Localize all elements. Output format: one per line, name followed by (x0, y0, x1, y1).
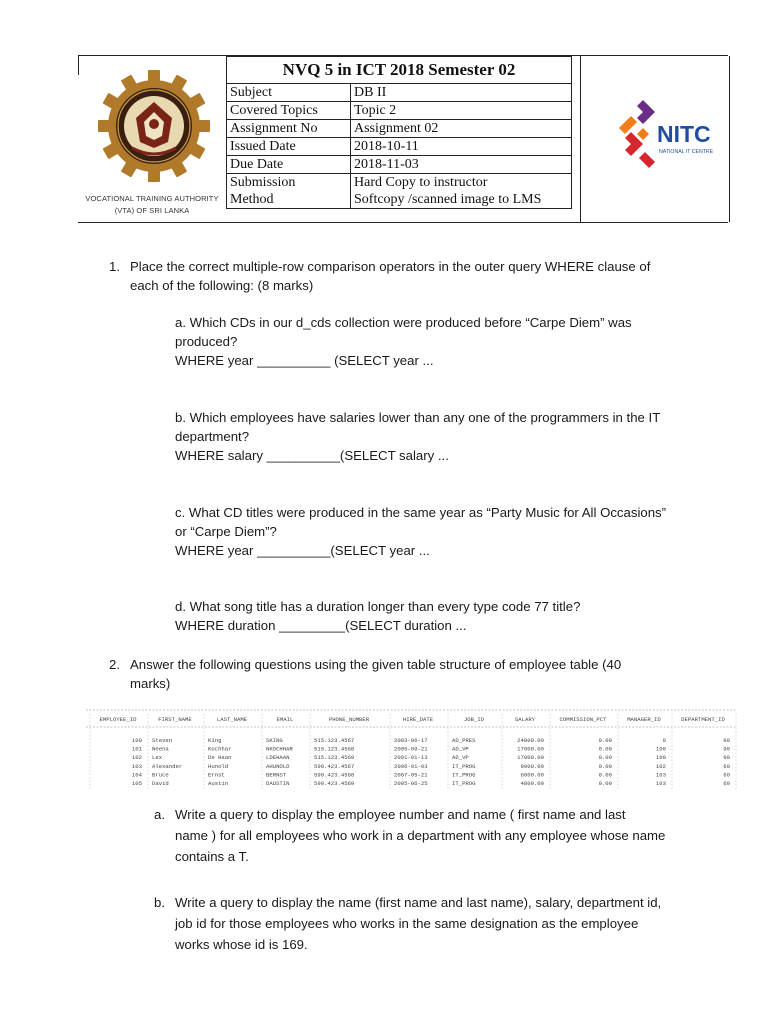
table-cell: 24000.00 (517, 737, 544, 744)
table-cell: 102 (655, 762, 666, 770)
table-cell: BERNST (266, 771, 287, 779)
question-text-line: each of the following: (8 marks) (130, 278, 314, 293)
meta-row (227, 138, 572, 156)
question-1-part-b (175, 408, 660, 465)
table-cell: 101 (131, 745, 142, 753)
table-cell: AHUNOLD (266, 762, 290, 770)
table-cell: 105 (131, 780, 142, 787)
part-text-line: a. Which CDs in our d_cds collection were produced before “Carpe Diem” was (175, 315, 632, 330)
table-cell: 103 (655, 771, 666, 779)
question-2 (109, 655, 622, 693)
table-cell: 17000.00 (517, 754, 544, 762)
table-header-cell: FIRST_NAME (158, 716, 192, 723)
table-header-cell: DEPARTMENT_ID (681, 716, 725, 723)
table-cell: 2003-06-17 (394, 737, 428, 744)
table-cell: 515.123.4567 (314, 737, 355, 744)
table-cell: Kochhar (208, 745, 232, 753)
table-cell: 0.00 (598, 754, 612, 762)
question-2-part-a (154, 804, 666, 867)
table-cell: 103 (131, 762, 142, 770)
question-text-line: Place the correct multiple-row comparison operators in the outer query WHERE clause of (130, 259, 651, 274)
question-1-part-c (175, 503, 666, 560)
table-cell: 4800.00 (520, 780, 544, 787)
table-cell: 100 (655, 745, 666, 753)
vta-logo-block (78, 56, 226, 222)
submission-label-line-2: Method (230, 192, 274, 207)
table-cell: 60 (723, 771, 730, 779)
table-cell: 0.00 (598, 745, 612, 753)
vta-caption-line-2: (VTA) OF SRI LANKA (114, 206, 190, 215)
table-cell: 90 (723, 754, 730, 762)
vta-emblem-icon (78, 56, 226, 196)
table-cell: IT_PROG (452, 762, 476, 770)
table-cell: 90 (723, 737, 730, 744)
table-cell: 9000.00 (520, 762, 544, 770)
table-header-cell: PHONE_NUMBER (328, 716, 370, 723)
table-cell: 0 (662, 737, 666, 744)
question-2-part-b (154, 892, 662, 955)
part-text-line: contains a T. (175, 849, 249, 864)
table-cell: Hunold (208, 762, 229, 770)
table-cell: 0.00 (598, 737, 612, 744)
part-text-line: b. Which employees have salaries lower than any one of the programmers in the IT (175, 410, 661, 425)
table-cell: DAUSTIN (266, 780, 290, 787)
nitc-logo-sub: NATIONAL IT CENTRE (659, 149, 714, 155)
table-cell: 60 (723, 762, 730, 770)
part-where-clause: WHERE year __________(SELECT year ... (175, 543, 430, 558)
meta-label: Due Date (227, 156, 351, 174)
question-1-part-a (175, 313, 632, 370)
table-cell: 590.423.4569 (314, 780, 355, 787)
part-text-line: name ) for all employees who work in a department with any employee whose name (175, 828, 666, 843)
table-cell: 515.123.4569 (314, 754, 355, 762)
question-number: 2. (109, 657, 120, 672)
meta-row (227, 120, 572, 138)
nitc-logo-block (580, 56, 730, 222)
table-cell: 515.123.4568 (314, 745, 355, 753)
meta-value: 2018-11-03 (351, 156, 572, 174)
table-header-cell: HIRE_DATE (402, 716, 434, 723)
table-cell: 2001-01-13 (394, 754, 428, 762)
question-number: 1. (109, 259, 120, 274)
submission-value-line-2: Softcopy /scanned image to LMS (354, 192, 542, 207)
table-cell: 103 (655, 780, 666, 787)
part-number: b. (154, 895, 165, 910)
table-cell: 2005-09-21 (394, 745, 428, 753)
table-cell: Austin (208, 780, 229, 787)
part-text-line: department? (175, 429, 250, 444)
part-text-line: or “Carpe Diem”? (175, 524, 277, 539)
meta-label: Issued Date (227, 138, 351, 156)
table-cell: 100 (131, 737, 142, 744)
table-cell: 100 (655, 754, 666, 762)
table-cell: Neena (152, 745, 169, 753)
meta-row-submission (227, 174, 572, 209)
table-header-cell: MANAGER_ID (627, 716, 661, 723)
table-cell: AD_VP (452, 745, 469, 753)
nitc-logo-icon (581, 56, 729, 222)
employee-table (84, 706, 740, 792)
part-text-line: produced? (175, 334, 238, 349)
table-cell: Ernst (208, 771, 225, 779)
question-1 (109, 257, 651, 295)
nitc-logo-text: NITC (657, 121, 711, 147)
part-where-clause: WHERE duration _________(SELECT duration ... (175, 618, 467, 633)
meta-value-submission (351, 174, 572, 209)
meta-label: Covered Topics (227, 102, 351, 120)
meta-value: Topic 2 (351, 102, 572, 120)
part-text-line: d. What song title has a duration longer than every type code 77 title? (175, 599, 581, 614)
table-cell: SKING (266, 737, 283, 744)
document-title: NVQ 5 in ICT 2018 Semester 02 (227, 57, 572, 84)
part-number: a. (154, 807, 165, 822)
table-header-cell: JOB_ID (463, 716, 485, 723)
table-cell: De Haan (208, 754, 232, 762)
part-text-line: Write a query to display the employee number and name ( first name and last (175, 807, 626, 822)
table-cell: 590.423.4567 (314, 762, 355, 770)
part-where-clause: WHERE salary __________(SELECT salary ... (175, 448, 449, 463)
table-cell: Bruce (152, 771, 169, 779)
meta-value: 2018-10-11 (351, 138, 572, 156)
meta-row (227, 156, 572, 174)
table-cell: 2006-01-03 (394, 762, 428, 770)
submission-value-line-1: Hard Copy to instructor (354, 175, 488, 190)
meta-label: Subject (227, 84, 351, 102)
part-text-line: c. What CD titles were produced in the same year as “Party Music for All Occasions” (175, 505, 667, 520)
vta-caption-line-1: VOCATIONAL TRAINING AUTHORITY (85, 194, 219, 203)
part-where-clause: WHERE year __________ (SELECT year ... (175, 353, 434, 368)
meta-row (227, 102, 572, 120)
table-cell: 90 (723, 745, 730, 753)
table-cell: King (208, 737, 222, 744)
question-1-part-d (175, 597, 580, 635)
part-text-line: Write a query to display the name (first name and last name), salary, department id, (175, 895, 662, 910)
table-cell: Lex (152, 754, 163, 762)
meta-value: DB II (351, 84, 572, 102)
table-cell: Steven (152, 737, 173, 744)
assignment-meta-table (226, 56, 572, 209)
meta-label: Assignment No (227, 120, 351, 138)
table-header-cell: EMPLOYEE_ID (99, 716, 137, 723)
table-header-cell: SALARY (514, 716, 536, 723)
table-cell: Alexander (152, 762, 183, 770)
table-cell: 17000.00 (517, 745, 544, 753)
table-cell: LDEHAAN (266, 754, 290, 762)
table-header-cell: EMAIL (276, 716, 294, 723)
table-cell: 0.00 (598, 762, 612, 770)
table-cell: 104 (131, 771, 142, 779)
part-text-line: works whose id is 169. (175, 937, 308, 952)
table-cell: IT_PROG (452, 780, 476, 787)
meta-row (227, 84, 572, 102)
employee-table-graphic (84, 706, 740, 792)
table-cell: 2007-05-21 (394, 771, 428, 779)
table-header-cell: LAST_NAME (216, 716, 248, 723)
table-cell: David (152, 780, 169, 787)
table-cell: 590.423.4568 (314, 771, 355, 779)
table-cell: NKOCHHAR (266, 745, 293, 753)
table-cell: 0.00 (598, 780, 612, 787)
table-cell: 60 (723, 780, 730, 787)
vta-caption (82, 193, 222, 217)
table-cell: 102 (131, 754, 142, 762)
submission-label-line-1: Submission (230, 175, 296, 190)
table-cell: AD_VP (452, 754, 469, 762)
assignment-header (78, 55, 728, 223)
table-cell: 6000.00 (520, 771, 544, 779)
table-cell: 0.00 (598, 771, 612, 779)
table-cell: IT_PROG (452, 771, 476, 779)
question-text-line: Answer the following questions using the given table structure of employee table (40 (130, 657, 622, 672)
table-cell: AD_PRES (452, 737, 476, 744)
table-cell: 2005-06-25 (394, 780, 428, 787)
question-text-line: marks) (130, 676, 171, 691)
table-header-cell: COMMISSION_PCT (559, 716, 607, 723)
meta-value: Assignment 02 (351, 120, 572, 138)
part-text-line: job id for those employees who works in the same designation as the employee (175, 916, 639, 931)
meta-label-submission (227, 174, 351, 209)
